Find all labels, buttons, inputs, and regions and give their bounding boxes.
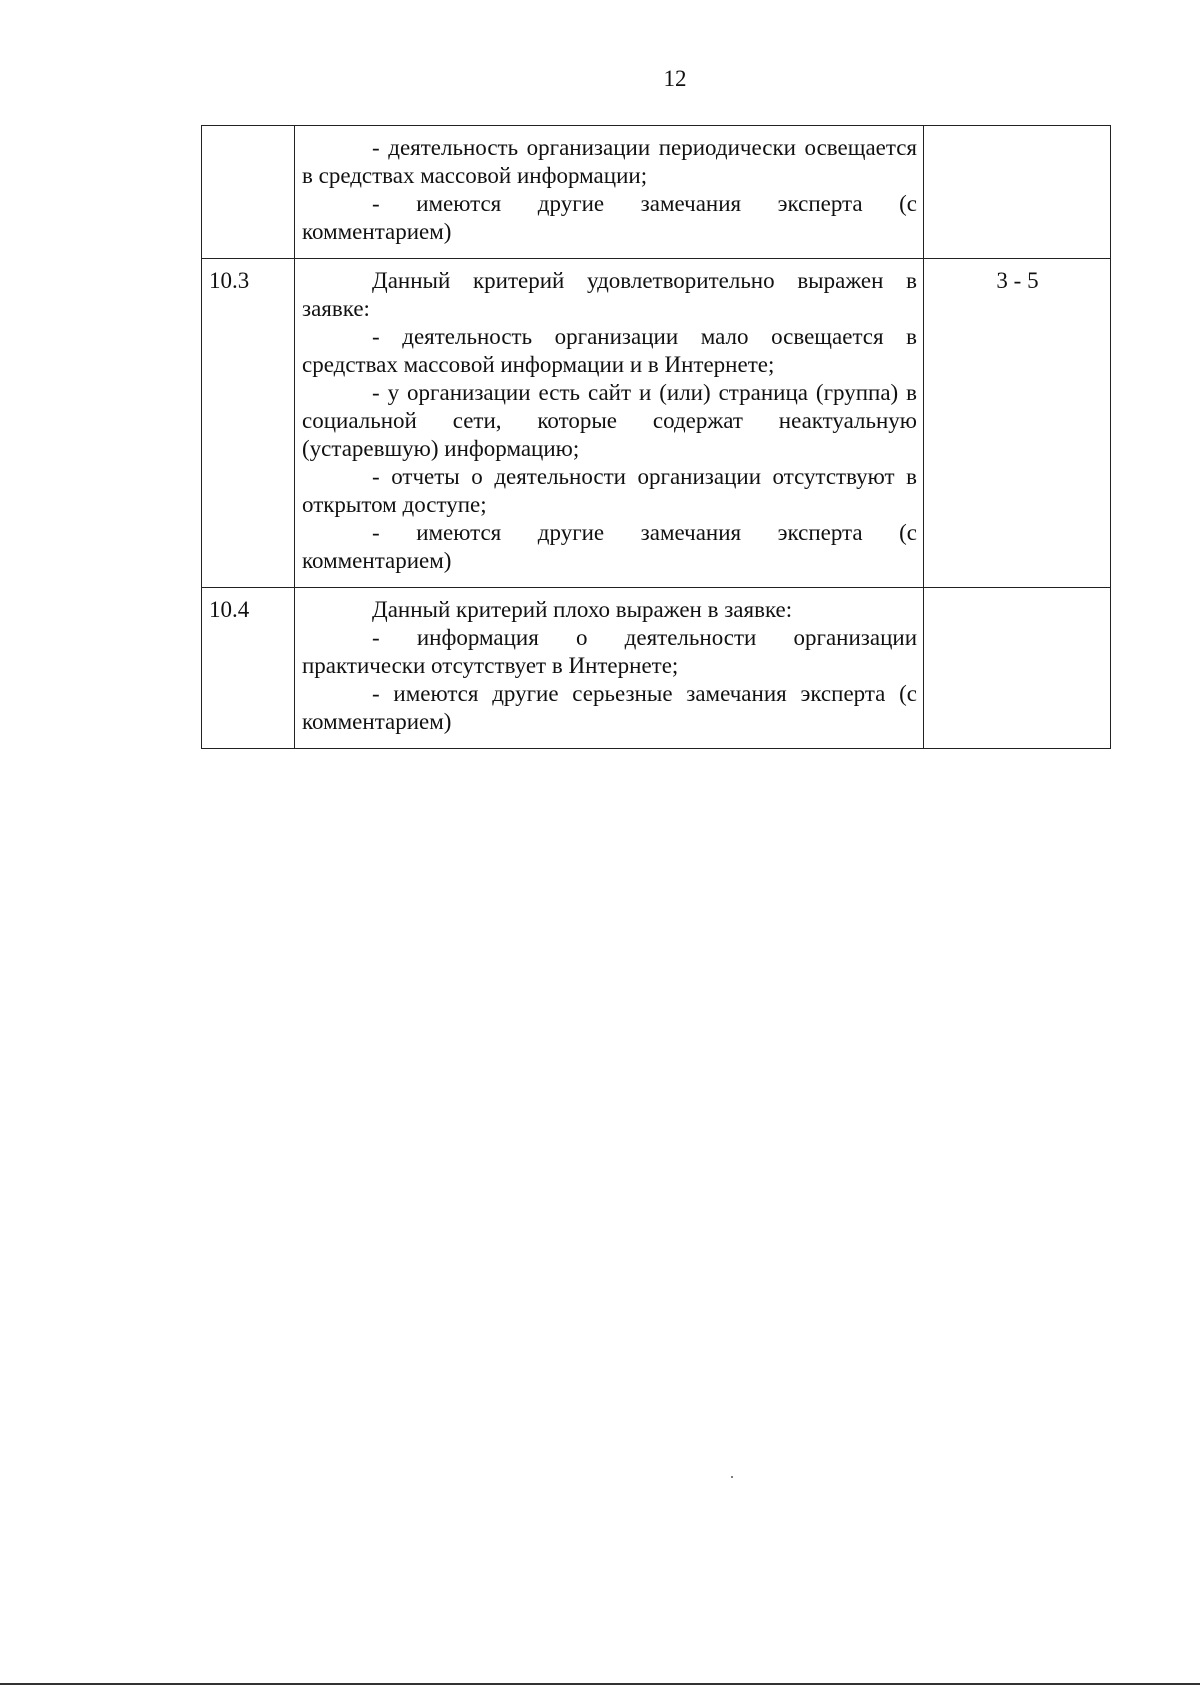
- scan-speck: [731, 1476, 733, 1478]
- criterion-line: - деятельность организации мало освещается в средствах массовой информации и в Интернете;: [302, 324, 917, 377]
- criterion-number: 10.3: [202, 259, 295, 588]
- page-number: 12: [663, 66, 687, 91]
- criterion-line: Данный критерий удовлетворительно выражен в заявке:: [302, 268, 917, 321]
- criterion-description: [295, 259, 924, 588]
- criterion-line: - информация о деятельности организации практически отсутствует в Интернете;: [302, 625, 917, 678]
- criterion-line: - имеются другие замечания эксперта (с комментарием): [302, 191, 917, 244]
- table-row: [202, 126, 1111, 259]
- bottom-edge-line: [0, 1683, 1200, 1685]
- criterion-score: 3 - 5: [924, 259, 1111, 588]
- criterion-line: - у организации есть сайт и (или) страница (группа) в социальной сети, которые содержат неактуальную (устаревшую) информацию;: [302, 380, 917, 461]
- criterion-description: [295, 588, 924, 749]
- criterion-description: [295, 126, 924, 259]
- table-row: [202, 588, 1111, 749]
- criterion-number: 10.4: [202, 588, 295, 749]
- criterion-line: - имеются другие замечания эксперта (с комментарием): [302, 520, 917, 573]
- criterion-line: - отчеты о деятельности организации отсутствуют в открытом доступе;: [302, 464, 917, 517]
- criterion-score: [924, 588, 1111, 749]
- criterion-line: - имеются другие серьезные замечания эксперта (с комментарием): [302, 681, 917, 734]
- table-row: [202, 259, 1111, 588]
- criterion-line: Данный критерий плохо выражен в заявке:: [372, 597, 793, 622]
- criterion-line: - деятельность организации периодически освещается в средствах массовой информации;: [302, 135, 917, 188]
- criterion-score: [924, 126, 1111, 259]
- criterion-number: [202, 126, 295, 259]
- criteria-table: [201, 125, 1111, 749]
